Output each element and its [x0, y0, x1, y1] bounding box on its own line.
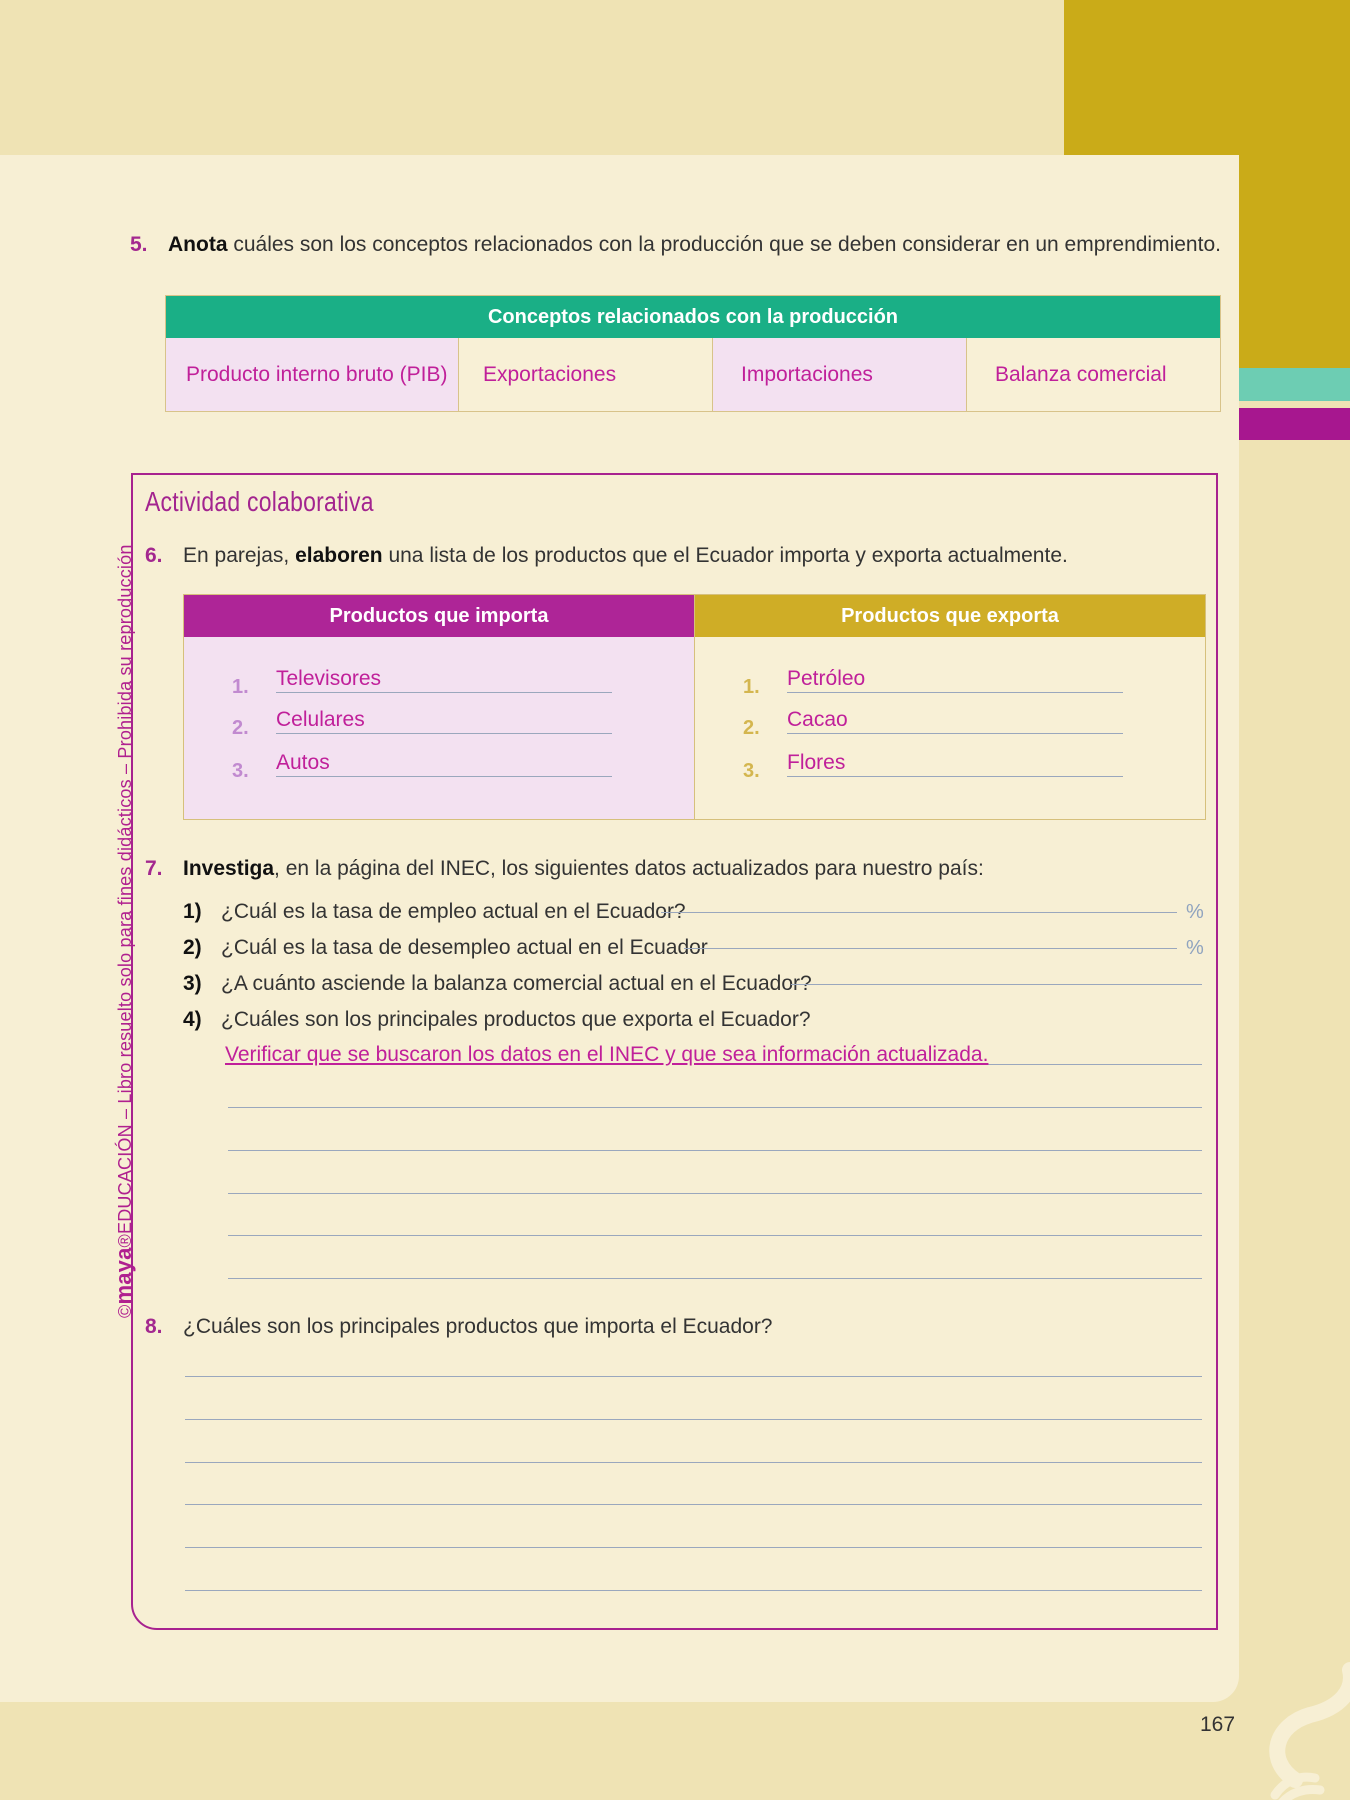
- answer-line: [228, 1193, 1202, 1194]
- answer-line: [787, 776, 1123, 777]
- answer-line: [228, 1235, 1202, 1236]
- concepts-table: [165, 295, 1221, 412]
- products-table: [183, 594, 1206, 820]
- exports-column: [694, 595, 1205, 819]
- imports-header: Productos que importa: [184, 595, 694, 637]
- answer-line: [276, 733, 612, 734]
- answer-line: [185, 1419, 1202, 1420]
- answer-line: [965, 1064, 1202, 1065]
- answer-line: [185, 1547, 1202, 1548]
- concept-cell: Exportaciones: [458, 338, 712, 411]
- sub-question-2: 2) ¿Cuál es la tasa de desempleo actual en el Ecuador: [183, 936, 708, 959]
- teal-tab-marker: [1239, 368, 1350, 401]
- teacher-answer-note: Verificar que se buscaron los datos en el INEC y que sea información actualizada.: [225, 1043, 989, 1066]
- concept-cell: Importaciones: [712, 338, 966, 411]
- answer-line: [185, 1504, 1202, 1505]
- answer-line: [228, 1278, 1202, 1279]
- lightbulb-icon: [1255, 1630, 1350, 1800]
- answer-line: [787, 692, 1123, 693]
- question-6: 6. En parejas, elaboren una lista de los productos que el Ecuador importa y exporta actualmente.: [145, 544, 1068, 567]
- answer-line: [228, 1150, 1202, 1151]
- question-7: 7. Investiga, en la página del INEC, los siguientes datos actualizados para nuestro país:: [145, 857, 984, 880]
- exports-header: Productos que exporta: [695, 595, 1205, 637]
- percent-unit: %: [1186, 901, 1204, 923]
- export-item: 1. Petróleo: [743, 665, 1123, 699]
- sub-question-1: 1) ¿Cuál es la tasa de empleo actual en el Ecuador?: [183, 900, 686, 923]
- sub-question-3: 3) ¿A cuánto asciende la balanza comercial actual en el Ecuador?: [183, 972, 812, 995]
- right-margin-strip: [1239, 368, 1350, 1800]
- answer-line: [276, 692, 612, 693]
- answer-line: [684, 948, 1177, 949]
- answer-line: [185, 1462, 1202, 1463]
- answer-line: [791, 984, 1202, 985]
- answer-line: [787, 733, 1123, 734]
- concept-cell: Producto interno bruto (PIB): [166, 338, 458, 411]
- answer-line: [661, 912, 1177, 913]
- export-item: 3. Flores: [743, 749, 1123, 783]
- top-band: [0, 0, 1064, 155]
- question-8: 8. ¿Cuáles son los principales productos que importa el Ecuador?: [145, 1315, 773, 1338]
- question-5: 5. Anota cuáles son los conceptos relacionados con la producción que se deben considerar en un emprendimiento.: [130, 233, 1221, 256]
- export-item: 2. Cacao: [743, 706, 1123, 740]
- bottom-band: [0, 1702, 1350, 1800]
- answer-line: [185, 1590, 1202, 1591]
- magenta-tab-marker: [1239, 408, 1350, 440]
- concept-cell: Balanza comercial: [966, 338, 1220, 411]
- activity-title: Actividad colaborativa: [145, 486, 374, 517]
- answer-line: [185, 1376, 1202, 1377]
- page-number: 167: [1200, 1713, 1236, 1736]
- answer-line: [228, 1107, 1202, 1108]
- import-item: 3. Autos: [232, 749, 612, 783]
- concepts-table-header: Conceptos relacionados con la producción: [166, 296, 1220, 338]
- copyright-credit: ©maya®EDUCACIÓN – Libro resuelto solo para fines didácticos – Prohibida su reproducción: [111, 544, 136, 1318]
- import-item: 1. Televisores: [232, 665, 612, 699]
- concepts-table-row: [166, 338, 1220, 411]
- import-item: 2. Celulares: [232, 706, 612, 740]
- percent-unit: %: [1186, 937, 1204, 959]
- imports-column: [184, 595, 694, 819]
- answer-line: [276, 776, 612, 777]
- sub-question-4: 4) ¿Cuáles son los principales productos que exporta el Ecuador?: [183, 1008, 811, 1031]
